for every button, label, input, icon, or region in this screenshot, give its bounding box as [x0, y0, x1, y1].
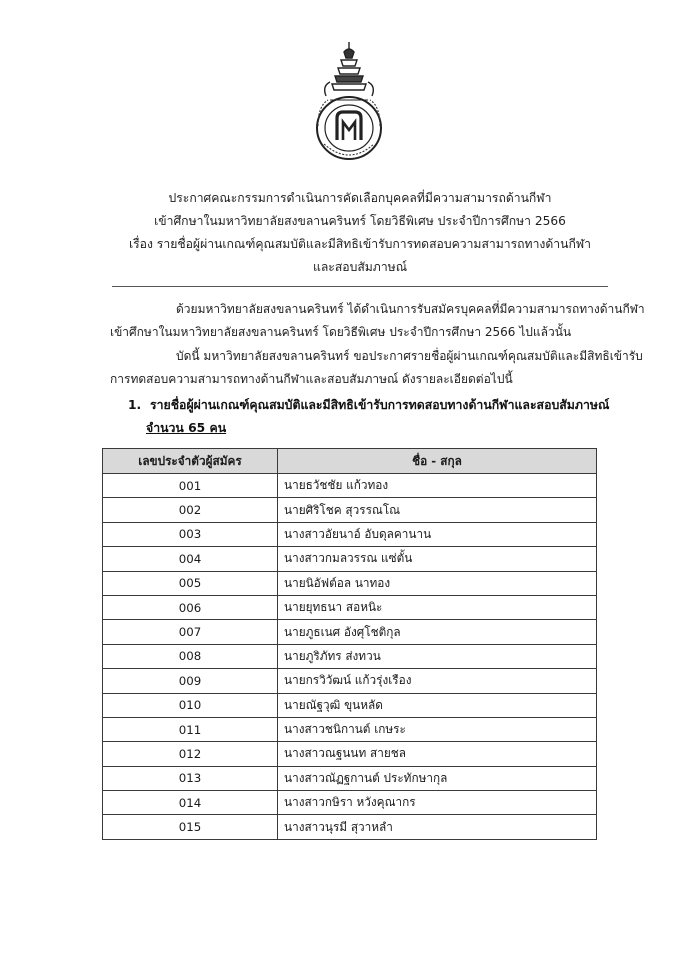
applicant-name: นางสาวณฐนนท สายชล: [278, 742, 597, 766]
applicant-name: นายณัฐวุฒิ ขุนหลัด: [278, 693, 597, 717]
applicant-id: 002: [103, 498, 278, 522]
applicant-name: นายนิอัฟต์อล นาทอง: [278, 571, 597, 595]
applicant-id: 010: [103, 693, 278, 717]
table-row: [103, 522, 597, 546]
paragraph-2-line-2: การทดสอบความสามารถทางด้านกีฬาและสอบสัมภาษณ์ ดังรายละเอียดต่อไปนี้: [110, 372, 513, 386]
applicant-id: 007: [103, 620, 278, 644]
applicant-table: [102, 448, 597, 840]
table-row: [103, 620, 597, 644]
applicant-name: นายภูธเนศ อังศุโชติกุล: [278, 620, 597, 644]
column-header-full-name: ชื่อ - สกุล: [278, 449, 597, 474]
applicant-name: นางสาวอัยนาอ์ อับดุลคานาน: [278, 522, 597, 546]
table-header-row: [103, 449, 597, 474]
applicant-name: นายธวัชชัย แก้วทอง: [278, 474, 597, 498]
paragraph-1-line-2: เข้าศึกษาในมหาวิทยาลัยสงขลานครินทร์ โดยวิธีพิเศษ ประจำปีการศึกษา 2566 ไปแล้วนั้น: [110, 325, 572, 339]
applicant-name: นายภูริภัทร ส่งทวน: [278, 644, 597, 668]
table-row: [103, 693, 597, 717]
applicant-id: 006: [103, 595, 278, 619]
table-row: [103, 571, 597, 595]
applicant-id: 012: [103, 742, 278, 766]
paragraph-2-line-1: บัดนี้ มหาวิทยาลัยสงขลานครินทร์ ขอประกาศรายชื่อผู้ผ่านเกณฑ์คุณสมบัติและมีสิทธิเข้ารับ: [176, 349, 643, 363]
applicant-name: นายยุทธนา สอหนิะ: [278, 595, 597, 619]
table-row: [103, 717, 597, 741]
applicant-id: 013: [103, 766, 278, 790]
table-row: [103, 791, 597, 815]
section-number: 1.: [128, 398, 142, 412]
header-divider: [112, 286, 608, 287]
table-row: [103, 815, 597, 839]
table-row: [103, 498, 597, 522]
section-title: [128, 396, 609, 415]
applicant-id: 008: [103, 644, 278, 668]
applicant-name: นางสาวกมลวรรณ แซ่ตั้น: [278, 547, 597, 571]
header-line-1: ประกาศคณะกรรมการดำเนินการคัดเลือกบุคคลที่มีความสามารถด้านกีฬา: [168, 191, 552, 205]
table-row: [103, 766, 597, 790]
announcement-header: [100, 187, 620, 279]
applicant-count: จำนวน 65 คน: [146, 421, 227, 435]
header-line-4: และสอบสัมภาษณ์: [312, 260, 408, 274]
applicant-name: นายศิริโชค สุวรรณโณ: [278, 498, 597, 522]
applicant-name: นางสาวนุรมี สุวาหลำ: [278, 815, 597, 839]
applicant-id: 009: [103, 669, 278, 693]
applicant-id: 004: [103, 547, 278, 571]
applicant-id: 003: [103, 522, 278, 546]
table-row: [103, 669, 597, 693]
applicant-id: 014: [103, 791, 278, 815]
applicant-name: นางสาวชนิกานต์ เกษระ: [278, 717, 597, 741]
table-row: [103, 547, 597, 571]
table-row: [103, 644, 597, 668]
table-row: [103, 474, 597, 498]
column-header-applicant-id: เลขประจำตัวผู้สมัคร: [103, 449, 278, 474]
university-seal-logo: [308, 40, 390, 162]
table-row: [103, 595, 597, 619]
header-line-3: เรื่อง รายชื่อผู้ผ่านเกณฑ์คุณสมบัติและมีสิทธิเข้ารับการทดสอบความสามารถทางด้านกีฬา: [128, 237, 592, 251]
applicant-name: นางสาวณัฏฐกานต์ ประทักษากุล: [278, 766, 597, 790]
applicant-id: 011: [103, 717, 278, 741]
section-title-text: รายชื่อผู้ผ่านเกณฑ์คุณสมบัติและมีสิทธิเข้ารับการทดสอบทางด้านกีฬาและสอบสัมภาษณ์: [150, 398, 610, 412]
applicant-id: 005: [103, 571, 278, 595]
applicant-id: 001: [103, 474, 278, 498]
applicant-name: นายกรวิวัฒน์ แก้วรุ่งเรือง: [278, 669, 597, 693]
header-line-2: เข้าศึกษาในมหาวิทยาลัยสงขลานครินทร์ โดยวิธีพิเศษ ประจำปีการศึกษา 2566: [154, 214, 566, 228]
applicant-name: นางสาวกษิรา หวังคุณากร: [278, 791, 597, 815]
applicant-id: 015: [103, 815, 278, 839]
table-row: [103, 742, 597, 766]
paragraph-1-line-1: ด้วยมหาวิทยาลัยสงขลานครินทร์ ได้ดำเนินการรับสมัครบุคคลที่มีความสามารถทางด้านกีฬา: [176, 302, 645, 316]
